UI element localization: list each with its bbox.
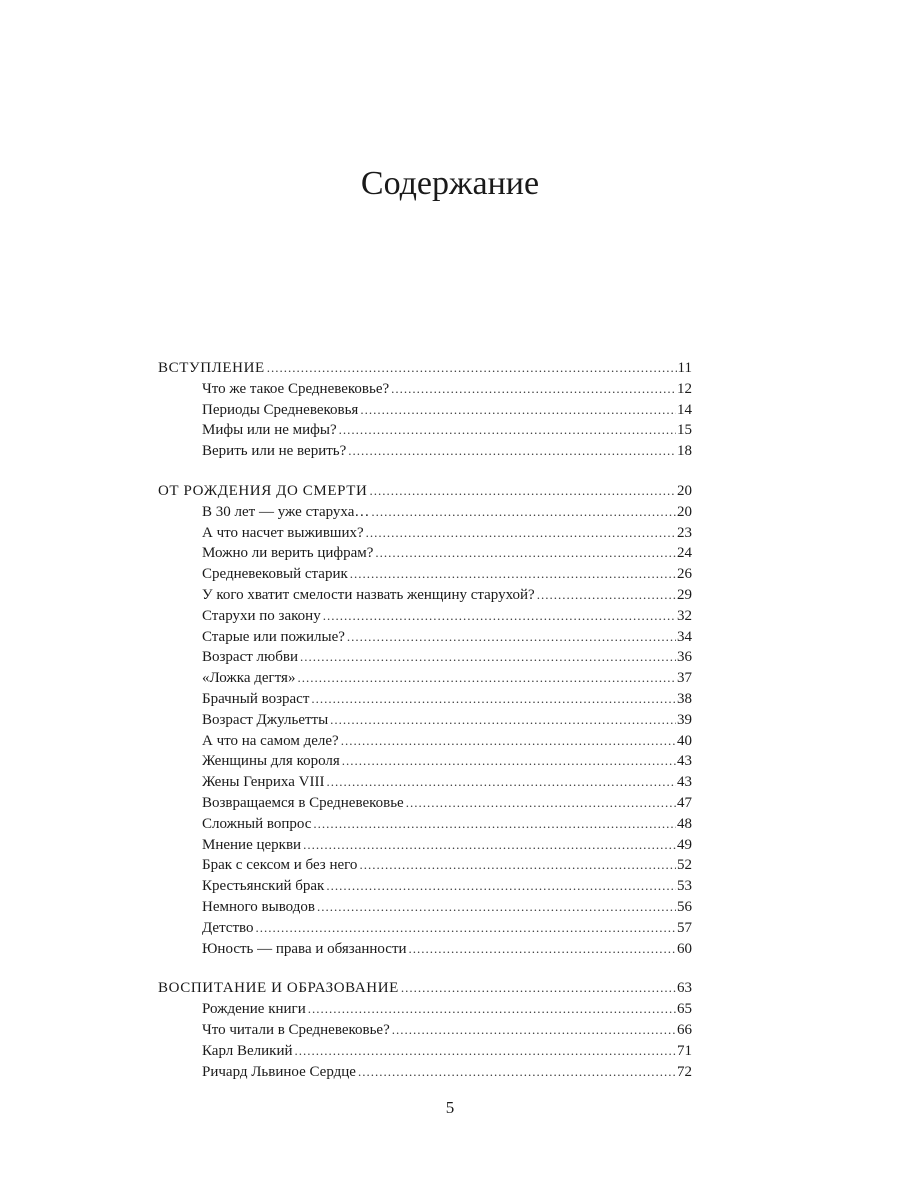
toc-page-number: 37	[677, 670, 692, 687]
toc-entry[interactable]	[158, 441, 692, 462]
toc-entry[interactable]	[158, 689, 692, 710]
toc-entry-label: Жены Генриха VIII	[202, 774, 325, 791]
toc-page-number: 38	[677, 690, 692, 707]
toc-entry[interactable]	[158, 420, 692, 441]
toc-entry-label: Возвращаемся в Средневековье	[202, 794, 404, 811]
toc-entry-label: Средневековый старик	[202, 566, 348, 583]
page-title: Содержание	[360, 165, 540, 202]
toc-entry-label: Мнение церкви	[202, 836, 302, 853]
toc-section-heading[interactable]	[158, 978, 692, 999]
dot-leader	[359, 855, 676, 876]
dot-leader	[303, 835, 676, 856]
toc-page-number: 71	[677, 1042, 692, 1059]
toc-entry-label: Старухи по закону	[202, 607, 321, 624]
toc-page-number: 23	[677, 524, 692, 541]
toc-entry-label: Женщины для короля	[202, 753, 340, 770]
dot-leader	[347, 627, 676, 648]
dot-leader	[330, 710, 676, 731]
dot-leader	[371, 502, 676, 523]
toc-page-number: 43	[677, 774, 692, 791]
dot-leader	[297, 668, 676, 689]
dot-leader	[341, 731, 676, 752]
toc-entry[interactable]	[158, 502, 692, 523]
toc-entry[interactable]	[158, 400, 692, 421]
dot-leader	[313, 814, 676, 835]
toc-entry[interactable]	[158, 939, 692, 960]
toc-entry[interactable]	[158, 564, 692, 585]
toc-page-number: 57	[677, 919, 692, 936]
toc-entry[interactable]	[158, 918, 692, 939]
toc-section-heading[interactable]	[158, 481, 692, 502]
toc-page-number: 43	[677, 753, 692, 770]
page-number: 5	[445, 1098, 455, 1117]
toc-entry[interactable]	[158, 793, 692, 814]
toc-entry[interactable]	[158, 647, 692, 668]
toc-page-number: 14	[677, 401, 692, 418]
toc-entry[interactable]	[158, 751, 692, 772]
toc-page-number: 26	[677, 566, 692, 583]
toc-entry[interactable]	[158, 876, 692, 897]
dot-leader	[311, 689, 676, 710]
toc-entry-label: «Ложка дегтя»	[202, 670, 296, 687]
toc-page-number: 48	[677, 815, 692, 832]
toc-page-number: 49	[677, 836, 692, 853]
toc-entry-label: Детство	[202, 919, 254, 936]
dot-leader	[300, 647, 676, 668]
toc-entry-label: Немного выводов	[202, 898, 315, 915]
dot-leader	[308, 999, 676, 1020]
toc-entry-label: У кого хватит смелости назвать женщину старухой?	[202, 586, 535, 603]
dot-leader	[409, 939, 676, 960]
dot-leader	[358, 1062, 676, 1083]
toc-section-education	[158, 978, 692, 1082]
dot-leader	[369, 481, 676, 502]
toc-entry-label: Брак с сексом и без него	[202, 857, 358, 874]
toc-entry-label: Старые или пожилые?	[202, 628, 345, 645]
toc-entry[interactable]	[158, 835, 692, 856]
dot-leader	[267, 358, 677, 379]
toc-entry[interactable]	[158, 814, 692, 835]
toc-page-number: 29	[677, 586, 692, 603]
toc-entry-label: Рождение книги	[202, 1001, 306, 1018]
toc-page-number: 56	[677, 898, 692, 915]
toc-section-introduction	[158, 358, 692, 462]
toc-page-number: 72	[677, 1063, 692, 1080]
dot-leader	[342, 751, 676, 772]
toc-entry-label: Крестьянский брак	[202, 878, 325, 895]
toc-page-number: 34	[677, 628, 692, 645]
toc-section-title: ВСТУПЛЕНИЕ	[158, 360, 265, 376]
dot-leader	[392, 1020, 676, 1041]
toc-section-birth-to-death	[158, 481, 692, 959]
dot-leader	[326, 876, 676, 897]
toc-entry-label: Что читали в Средневековье?	[202, 1021, 390, 1038]
toc-page-number: 63	[677, 980, 692, 997]
toc-section-title: ОТ РОЖДЕНИЯ ДО СМЕРТИ	[158, 482, 368, 499]
dot-leader	[317, 897, 676, 918]
toc-page-number: 11	[677, 360, 692, 376]
toc-entry[interactable]	[158, 1020, 692, 1041]
dot-leader	[339, 420, 676, 441]
toc-entry-label: Периоды Средневековья	[202, 401, 359, 418]
toc-entry[interactable]	[158, 710, 692, 731]
toc-page-number: 53	[677, 878, 692, 895]
toc-section-title: ВОСПИТАНИЕ И ОБРАЗОВАНИЕ	[158, 980, 399, 997]
toc-entry[interactable]	[158, 523, 692, 544]
dot-leader	[323, 606, 676, 627]
toc-page-number: 15	[677, 422, 692, 439]
toc-entry[interactable]	[158, 731, 692, 752]
toc-section-heading[interactable]	[158, 358, 692, 379]
toc-entry-label: Ричард Львиное Сердце	[202, 1063, 356, 1080]
dot-leader	[401, 978, 676, 999]
toc-entry-label: В 30 лет — уже старуха…	[202, 503, 370, 520]
toc-entry[interactable]	[158, 606, 692, 627]
dot-leader	[348, 441, 676, 462]
toc-entry-label: А что насчет выживших?	[202, 524, 364, 541]
toc-page-number: 39	[677, 711, 692, 728]
toc-entry[interactable]	[158, 855, 692, 876]
toc-entry[interactable]	[158, 668, 692, 689]
toc-entry[interactable]	[158, 897, 692, 918]
toc-entry[interactable]	[158, 379, 692, 400]
toc-page-number: 12	[677, 380, 692, 397]
toc-entry-label: Юность — права и обязанности	[202, 940, 407, 957]
dot-leader	[391, 379, 676, 400]
dot-leader	[360, 400, 676, 421]
dot-leader	[375, 543, 676, 564]
toc-page-number: 66	[677, 1021, 692, 1038]
dot-leader	[366, 523, 676, 544]
toc-page-number: 40	[677, 732, 692, 749]
toc-entry[interactable]	[158, 999, 692, 1020]
toc-page-number: 65	[677, 1001, 692, 1018]
dot-leader	[326, 772, 676, 793]
toc-entry[interactable]	[158, 585, 692, 606]
toc-page-number: 52	[677, 857, 692, 874]
toc-page-number: 20	[677, 503, 692, 520]
toc-entry-label: Брачный возраст	[202, 690, 310, 707]
toc-page-number: 24	[677, 545, 692, 562]
toc-entry-label: Возраст любви	[202, 649, 298, 666]
toc-entry-label: А что на самом деле?	[202, 732, 339, 749]
toc-page-number: 32	[677, 607, 692, 624]
dot-leader	[295, 1041, 676, 1062]
table-of-contents	[158, 358, 692, 1101]
toc-page-number: 36	[677, 649, 692, 666]
dot-leader	[537, 585, 676, 606]
dot-leader	[350, 564, 676, 585]
toc-entry-label: Возраст Джульетты	[202, 711, 329, 728]
toc-entry-label: Что же такое Средневековье?	[202, 380, 390, 397]
toc-entry-label: Мифы или не мифы?	[202, 422, 337, 439]
toc-entry-label: Можно ли верить цифрам?	[202, 545, 374, 562]
toc-page-number: 60	[677, 940, 692, 957]
toc-entry[interactable]	[158, 627, 692, 648]
toc-page-number: 18	[677, 443, 692, 460]
dot-leader	[256, 918, 676, 939]
toc-page-number: 20	[677, 482, 692, 499]
toc-entry[interactable]	[158, 543, 692, 564]
toc-page-number: 47	[677, 794, 692, 811]
toc-entry[interactable]	[158, 772, 692, 793]
toc-entry-label: Сложный вопрос	[202, 815, 312, 832]
toc-entry[interactable]	[158, 1041, 692, 1062]
toc-entry[interactable]	[158, 1062, 692, 1083]
toc-entry-label: Карл Великий	[202, 1042, 293, 1059]
dot-leader	[406, 793, 676, 814]
toc-entry-label: Верить или не верить?	[202, 443, 347, 460]
